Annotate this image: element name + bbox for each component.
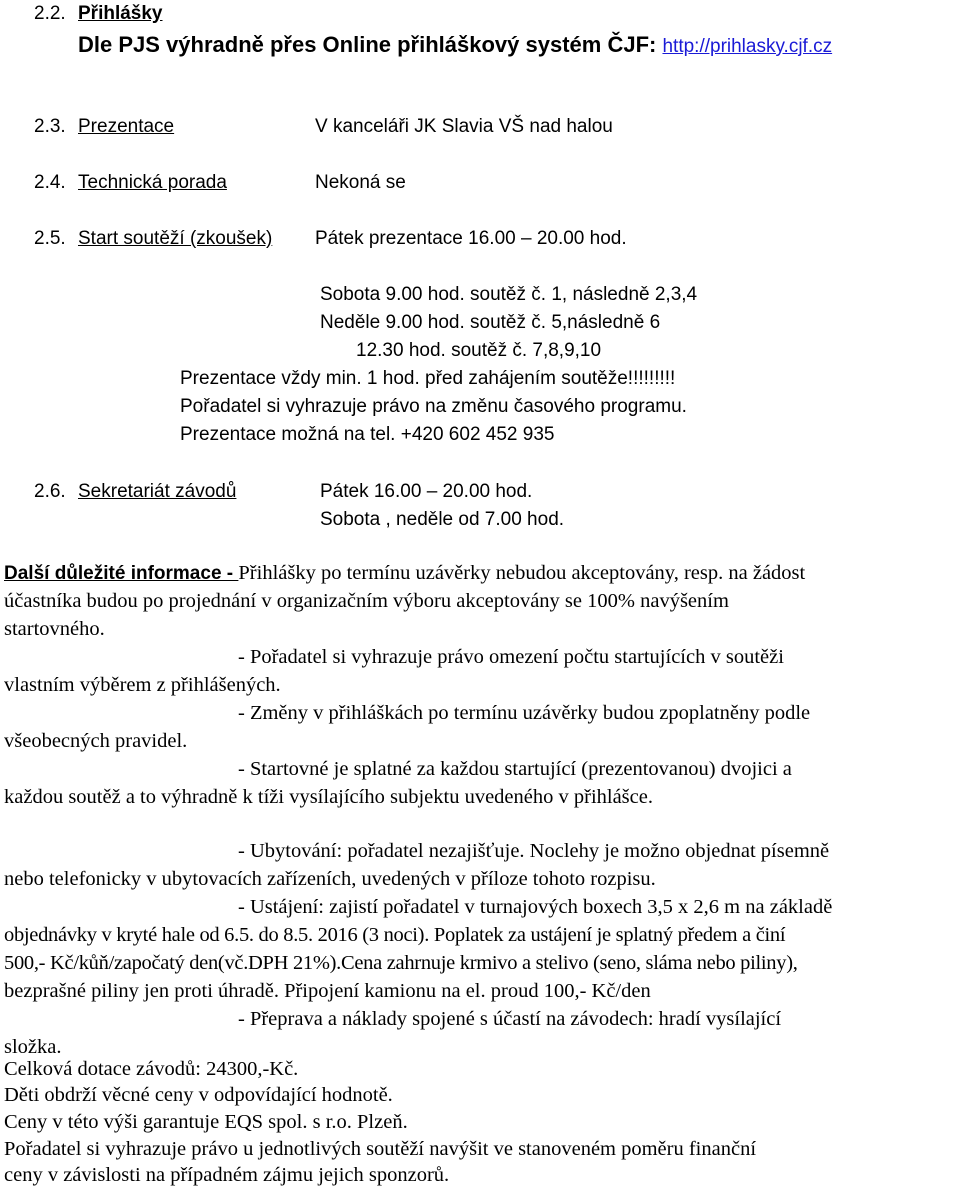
- info-line-0: Přihlášky po termínu uzávěrky nebudou akceptovány, resp. na žádost: [238, 562, 806, 584]
- info-line-2: startovného.: [4, 618, 105, 640]
- schedule-sunday: Neděle 9.00 hod. soutěž č. 5,následně 6: [320, 312, 661, 333]
- section-2-2-number: 2.2.: [34, 3, 66, 24]
- info-line-3: - Pořadatel si vyhrazuje právo omezení počtu startujících v soutěži: [238, 646, 784, 668]
- info-line-14: bezprašné piliny jen proti úhradě. Připojení kamionu na el. proud 100,- Kč/den: [4, 980, 651, 1002]
- section-2-3-title: Prezentace: [78, 116, 175, 137]
- info-line-13: 500,- Kč/kůň/započatý den(vč.DPH 21%).Cena zahrnuje krmivo a stelivo (seno, sláma nebo piliny),: [4, 952, 798, 974]
- section-2-6-value-2: Sobota , neděle od 7.00 hod.: [320, 509, 565, 530]
- online-system-text: Dle PJS výhradně přes Online přihláškový systém ČJF:: [78, 32, 657, 57]
- schedule-sunday-afternoon: 12.30 hod. soutěž č. 7,8,9,10: [356, 340, 602, 361]
- info-first-line: [4, 562, 805, 585]
- schedule-saturday: Sobota 9.00 hod. soutěž č. 1, následně 2,3,4: [320, 284, 698, 305]
- info-line-19: Ceny v této výši garantuje EQS spol. s r.o. Plzeň.: [4, 1111, 408, 1133]
- section-2-6-title: Sekretariát závodů: [78, 481, 237, 502]
- section-2-5-value: Pátek prezentace 16.00 – 20.00 hod.: [315, 228, 627, 249]
- section-2-5-number: 2.5.: [34, 228, 66, 249]
- section-2-2-line: [78, 32, 832, 58]
- info-line-18: Děti obdrží věcné ceny v odpovídající hodnotě.: [4, 1084, 393, 1106]
- section-2-5-title: Start soutěží (zkoušek): [78, 228, 273, 249]
- info-line-20: Pořadatel si vyhrazuje právo u jednotlivých soutěží navýšit ve stanoveném poměru finanční: [4, 1138, 757, 1160]
- section-2-2-title: Přihlášky: [78, 3, 163, 24]
- info-line-6: všeobecných pravidel.: [4, 730, 188, 752]
- section-2-3-number: 2.3.: [34, 116, 66, 137]
- info-line-15: - Přeprava a náklady spojené s účastí na závodech: hradí vysílající: [238, 1008, 782, 1030]
- info-line-17: Celková dotace závodů: 24300,-Kč.: [4, 1058, 299, 1080]
- info-line-7: - Startovné je splatné za každou startující (prezentovanou) dvojici a: [238, 758, 792, 780]
- info-line-12: objednávky v kryté hale od 6.5. do 8.5. 2016 (3 noci). Poplatek za ustájení je splatný předem a činí: [4, 924, 786, 946]
- section-2-3-value: V kanceláři JK Slavia VŠ nad halou: [315, 116, 613, 137]
- prihlasky-link[interactable]: http://prihlasky.cjf.cz: [662, 36, 833, 57]
- info-line-9: - Ubytování: pořadatel nezajišťuje. Noclehy je možno objednat písemně: [238, 840, 830, 862]
- schedule-change-note: Pořadatel si vyhrazuje právo na změnu časového programu.: [180, 396, 687, 417]
- section-2-4-value: Nekoná se: [315, 172, 406, 193]
- section-2-4-title: Technická porada: [78, 172, 227, 193]
- info-line-16: složka.: [4, 1036, 62, 1058]
- info-line-4: vlastním výběrem z přihlášených.: [4, 674, 281, 696]
- info-line-1: účastníka budou po projednání v organizačním výboru akceptovány se 100% navýšením: [4, 590, 729, 612]
- info-label: Další důležité informace -: [4, 563, 239, 584]
- info-line-21: ceny v závislosti na případném zájmu jejich sponzorů.: [4, 1164, 450, 1186]
- info-line-11: - Ustájení: zajistí pořadatel v turnajových boxech 3,5 x 2,6 m na základě: [238, 896, 833, 918]
- presentation-phone: Prezentace možná na tel. +420 602 452 935: [180, 424, 555, 445]
- section-2-6-number: 2.6.: [34, 481, 66, 502]
- info-line-10: nebo telefonicky v ubytovacích zařízeních, uvedených v příloze tohoto rozpisu.: [4, 868, 656, 890]
- section-2-4-number: 2.4.: [34, 172, 66, 193]
- info-line-8: každou soutěž a to výhradně k tíži vysílajícího subjektu uvedeného v přihlášce.: [4, 786, 653, 808]
- presentation-note: Prezentace vždy min. 1 hod. před zahájením soutěže!!!!!!!!!: [180, 368, 676, 389]
- info-line-5: - Změny v přihláškách po termínu uzávěrky budou zpoplatněny podle: [238, 702, 811, 724]
- section-2-6-value-1: Pátek 16.00 – 20.00 hod.: [320, 481, 533, 502]
